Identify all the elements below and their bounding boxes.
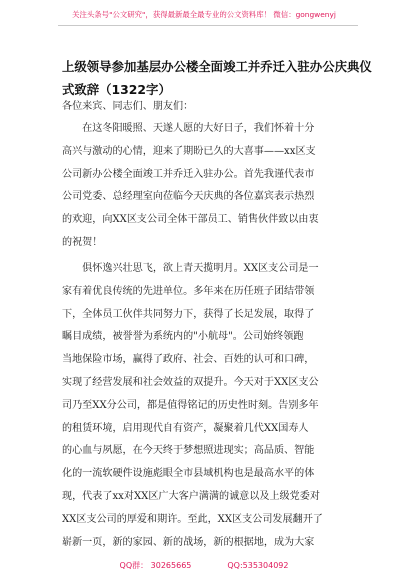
paragraph-line: 高兴与激动的心情，迎来了期盼已久的大喜事——xx区支	[62, 145, 316, 157]
greeting-line: 各位来宾、同志们、朋友们：	[62, 101, 194, 112]
paragraph-line: 瞩目成绩，被誉誉为系统内的"小航母"。公司始终领跑	[62, 331, 304, 343]
footer-qq: QQ:535304092	[227, 561, 289, 570]
paragraph-line: XX区支公司的厚爱和期许。至此，XX区支公司发展翻开了	[62, 513, 323, 525]
document-title	[62, 55, 372, 101]
header-divider	[58, 25, 358, 26]
title-line-1: 上级领导参加基层办公楼全面竣工并乔迁入驻办公庆典仪	[62, 59, 372, 74]
paragraph-line: 的祝贺！	[62, 236, 103, 248]
paragraph-line: 化的一流软硬件设施彪眼全市县域机构也是最高水平的体	[62, 468, 315, 480]
paragraph-line: 在这冬阳暖照、天遂人愿的大好日子，我们怀着十分	[62, 123, 315, 134]
paragraph-line: 的欢迎，向XX区支公司全体干部员工、销售伙伴致以由衷	[62, 214, 319, 226]
paragraph-line: 现，代表了xx对XX区广大客户满满的诚意以及上级党委对	[62, 490, 320, 502]
paragraph-line: 当地保险市场，赢得了政府、社会、百姓的认可和口碑，	[62, 354, 315, 366]
title-line-2: 式致辞（1322字）	[62, 82, 171, 97]
paragraph-line: 实现了经营发展和社会效益的双提升。今天对于XX区支公	[62, 376, 319, 388]
paragraph-line: 崭新一页，新的家园、新的战场，新的根据地，成为大家	[62, 536, 315, 548]
paragraph-line: 俱怀逸兴壮思飞，欲上青天揽明月。XX区支公司是一	[62, 263, 319, 274]
paragraph-2	[62, 258, 352, 554]
footer-contact	[0, 560, 408, 572]
header-banner-text: 关注头条号"公文研究"，获得最新最全最专业的公文资料库！ 微信：gongwenyj	[72, 10, 336, 19]
paragraph-line: 的心血与夙愿，在今天终于梦想照进现实；高品质、智能	[62, 445, 315, 457]
paragraph-line: 公司党委、总经理室向莅临今天庆典的各位嘉宾表示热烈	[62, 191, 315, 203]
paragraph-line: 司乃至XX分公司，都是值得铭记的历史性时刻。告别多年	[62, 399, 319, 411]
greeting-paragraph	[62, 96, 352, 119]
header-banner	[0, 10, 408, 20]
paragraph-line: 下，全体员工伙伴共同努力下，获得了长足发展，取得了	[62, 308, 315, 320]
paragraph-line: 的租赁环境，启用现代自有资产，凝聚着几代XX国寿人	[62, 422, 309, 434]
paragraph-line: 家有着优良传统的先进单位。多年来在历任班子团结带领	[62, 285, 315, 297]
paragraph-line: 公司新办公楼全面竣工并乔迁入驻办公。首先我谨代表市	[62, 168, 315, 180]
footer-qq-group: QQ群： 30265665	[119, 561, 192, 570]
paragraph-1	[62, 118, 352, 255]
